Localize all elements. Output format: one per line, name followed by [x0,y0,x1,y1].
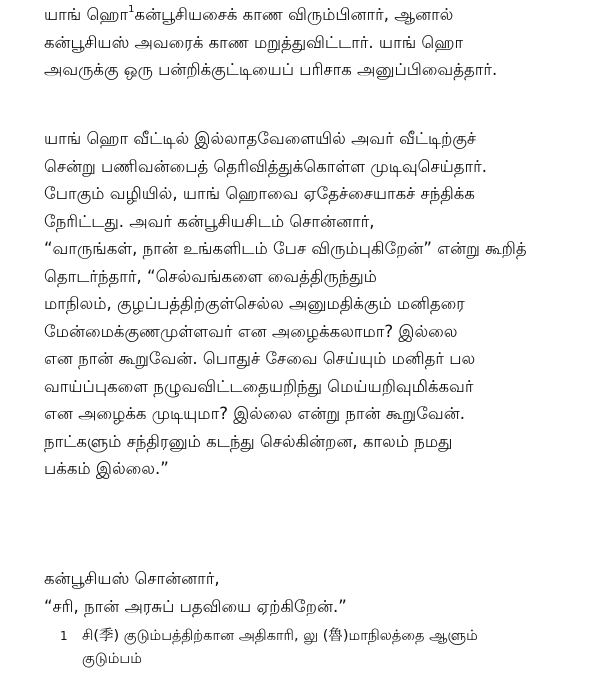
text-line: கன்பூசியஸ் அவரைக் காண மறுத்துவிட்டார். யாங் ஹொ [44,32,464,52]
text-line: தொடர்ந்தார், “செல்வங்களை வைத்திருந்தும் [44,266,377,286]
footnote-line: குடும்பம் [82,651,142,667]
text-segment: யாங் ஹொ [44,5,129,24]
footnote-number: 1 [60,629,68,643]
text-line [44,1,584,29]
text-line: “சரி, நான் அரசுப் பதவியை ஏற்கிறேன்.” [44,596,347,616]
footnote-text: சி(季) குடும்பத்திற்கான அதிகாரி, லு (魯)மாநிலத்தை ஆளும் [82,628,478,644]
text-line: மேன்மைக்குணமுள்ளவர் என அழைக்கலாமா? இல்லை [44,321,458,341]
text-line: சென்று பணிவன்பைத் தெரிவித்துக்கொள்ள முடிவுசெய்தார். [44,156,488,176]
text-line: வாய்ப்புகளை நழுவவிட்டதையறிந்து மெய்யறிவுமிக்கவர் [44,376,474,396]
text-line: “வாருங்கள், நான் உங்களிடம் பேச விரும்புகிறேன்” என்று கூறித் [44,239,527,258]
text-line: என அழைக்க முடியுமா? இல்லை என்று நான் கூறுவேன். [44,404,465,423]
paragraph-2 [44,125,584,483]
text-line: மாநிலம், குழப்பத்திற்குள்செல்ல அனுமதிக்கும் மனிதரை [44,294,465,313]
text-line: பக்கம் இல்லை.” [44,459,169,478]
text-line: யாங் ஹொ வீட்டில் இல்லாதவேளையில் அவர் வீட்டிற்குச் [44,129,477,148]
paragraph-3 [44,565,584,620]
text-line: போகும் வழியில், யாங் ஹொவை ஏதேச்சையாகச் சந்திக்க [44,184,475,203]
text-line: நேரிட்டது. அவர் கன்பூசியசிடம் சொன்னார், [44,211,375,231]
text-segment: கன்பூசியசைக் காண விரும்பினார், ஆனால் [134,5,454,24]
text-line: நாட்களும் சந்திரனும் கடந்து செல்கின்றன, காலம் நமது [44,431,453,451]
text-line: அவருக்கு ஒரு பன்றிக்குட்டியைப் பரிசாக அனுப்பிவைத்தார். [44,60,498,79]
paragraph-1 [44,1,584,84]
footnote-marker: 1 [128,4,135,15]
text-line: கன்பூசியஸ் சொன்னார், [44,569,220,588]
footnote [60,625,590,671]
footnote-line [60,625,590,648]
text-line: என நான் கூறுவேன். பொதுச் சேவை செய்யும் மனிதர் பல [44,349,476,368]
